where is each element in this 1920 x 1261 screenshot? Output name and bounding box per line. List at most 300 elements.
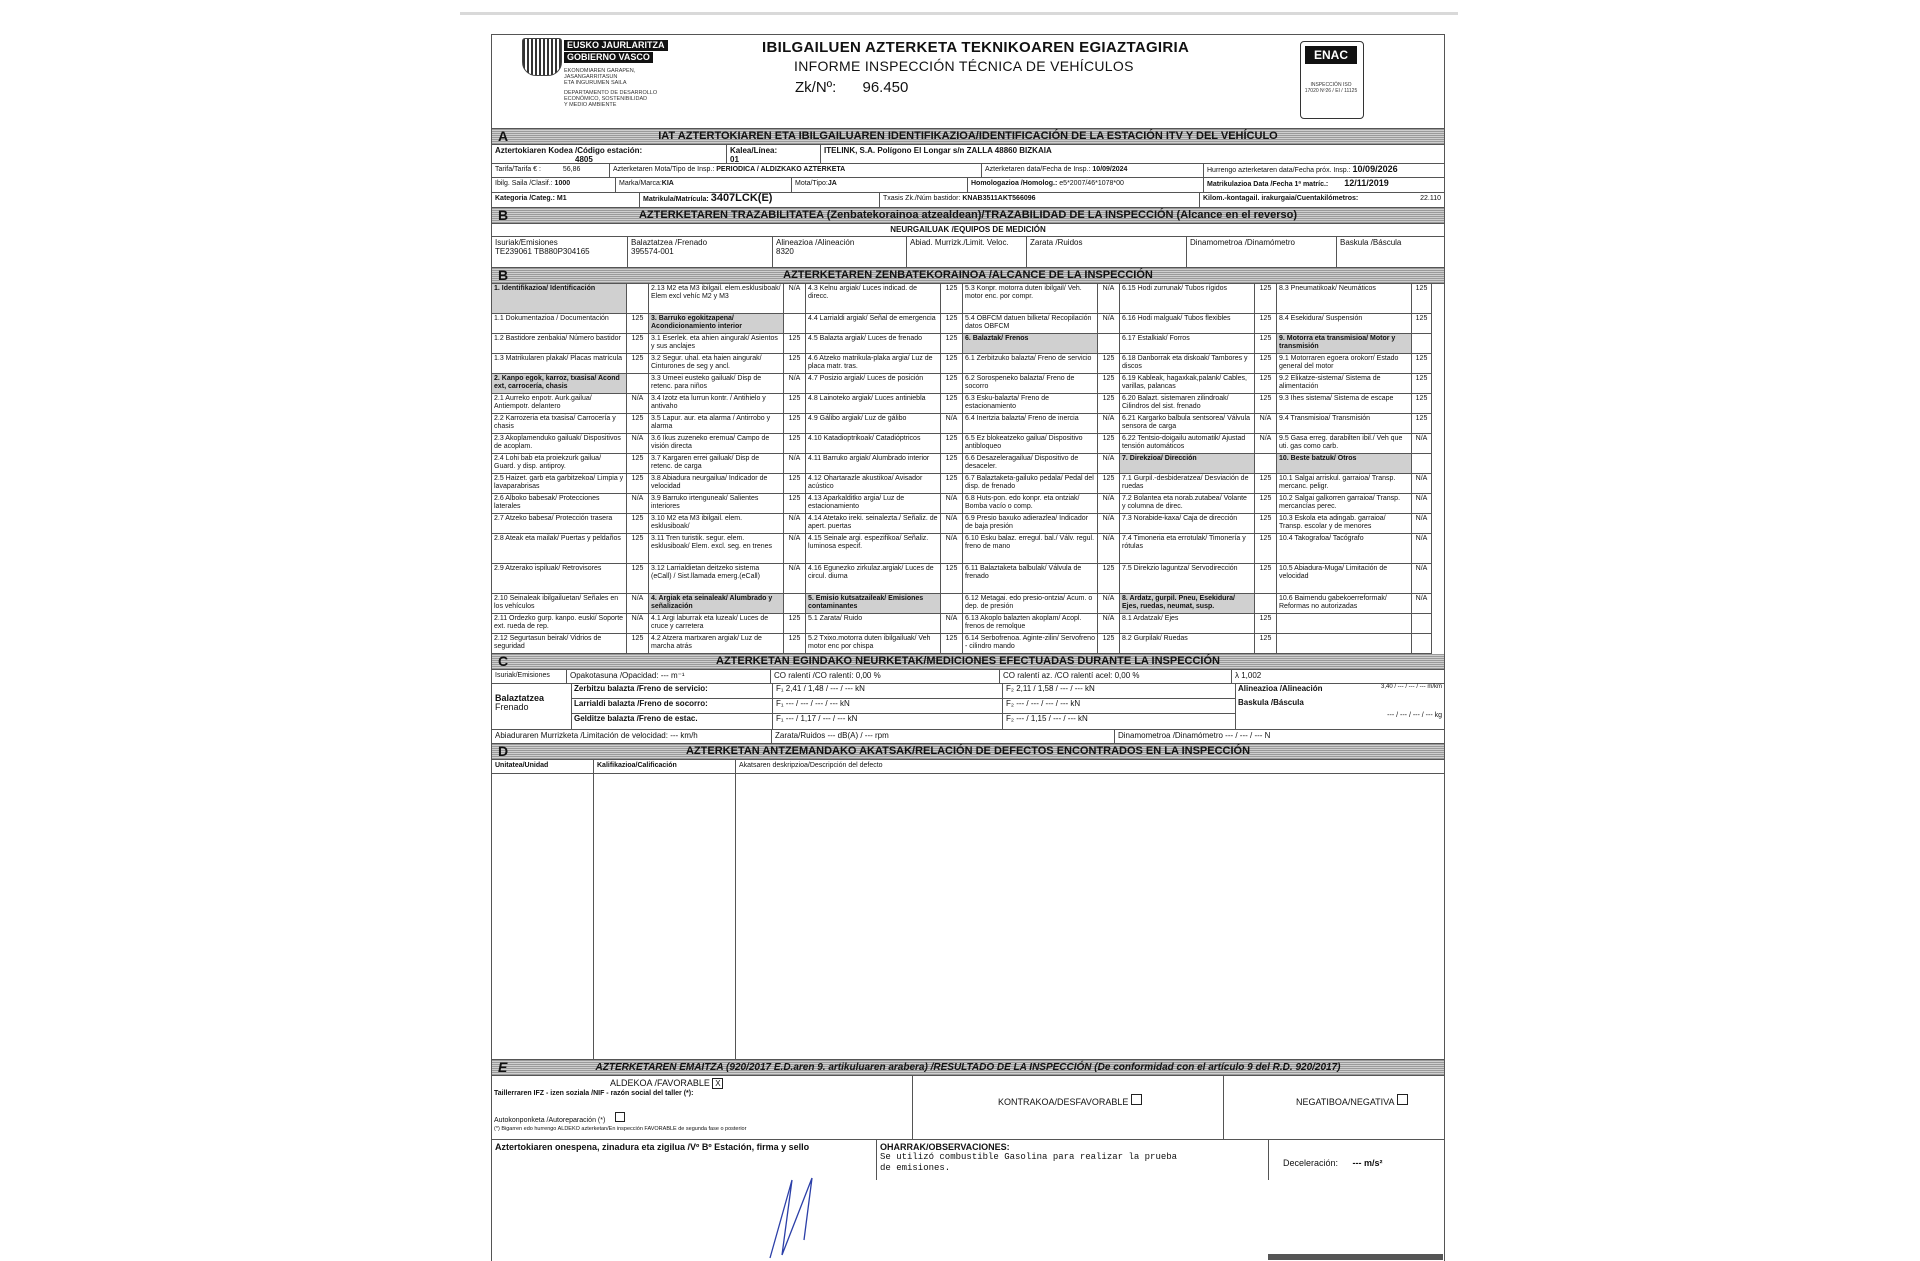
department-line: Y MEDIO AMBIENTE	[564, 102, 617, 108]
report-header	[492, 35, 1444, 129]
scope-item: 4.8 Lainoteko argiak/ Luces antiniebla	[806, 394, 941, 414]
scope-item: 10.5 Abiadura-Muga/ Limitación de velocidad	[1277, 564, 1412, 594]
department-line: JASANGARRITASUN	[564, 74, 618, 80]
scope-item: 10.4 Takografoa/ Tacógrafo	[1277, 534, 1412, 564]
section-d-header	[492, 744, 1444, 760]
scope-item: 9.3 Ihes sistema/ Sistema de escape	[1277, 394, 1412, 414]
negative-checkbox[interactable]	[1397, 1094, 1408, 1105]
scope-item: 4.12 Ohartarazle akustikoa/ Avisador acústico	[806, 474, 941, 494]
section-letter: A	[498, 128, 509, 144]
equip-dyno: Dinamometroa /Dinamómetro	[1187, 237, 1337, 267]
section-letter: B	[498, 267, 509, 283]
scope-item: 4.10 Katadioptrikoak/ Catadióptricos	[806, 434, 941, 454]
scope-result: N/A	[941, 614, 963, 634]
scope-result: N/A	[1412, 494, 1432, 514]
scope-item: 4.11 Barruko argiak/ Alumbrado interior	[806, 454, 941, 474]
equip-header: Balaztatzea /Frenado	[631, 238, 708, 247]
description-column	[736, 774, 1444, 1059]
emergency-f2: F₂ --- / --- / --- / --- kN	[1003, 699, 1235, 714]
scope-item: 7.5 Direkzio laguntzа/ Servodirección	[1120, 564, 1255, 594]
equipment-title: NEURGAILUAK /EQUIPOS DE MEDICIÓN	[492, 224, 1444, 237]
brakes-label	[492, 684, 572, 729]
scope-item: 6.4 Inertzia balazta/ Freno de inercia	[963, 414, 1098, 434]
scope-result: 125	[627, 564, 649, 594]
scope-result: 125	[627, 414, 649, 434]
negative-option	[1296, 1094, 1408, 1107]
brand-label: Marka/Marca:	[619, 180, 662, 187]
scope-item: 1. Identifikazioa/ Identificación	[492, 284, 627, 314]
section-letter: C	[498, 653, 509, 669]
brake-types	[572, 684, 773, 729]
scope-result: 125	[1255, 514, 1277, 534]
fee-value: 56,86	[562, 166, 581, 173]
scope-item: 2.10 Seinaleak ibilgailuetan/ Señales en los vehículos	[492, 594, 627, 614]
scope-item: 6.10 Esku balaz. erregul. bal./ Válv. regul. freno de mano	[963, 534, 1098, 564]
favorable-block	[492, 1076, 913, 1139]
line-label: Kalea/Línea:	[730, 146, 778, 155]
scope-item: 2.1 Aurreko enpotr. Aurk.gailua/ Antiempotr. delantero	[492, 394, 627, 414]
scope-item: 2.13 M2 eta M3 ibilgail. elem.esklusiboak/ Elem excl vehíc M2 y M3	[649, 284, 784, 314]
signature-row	[492, 1140, 1444, 1180]
scope-item: 8.1 Ardatzak/ Ejes	[1120, 614, 1255, 634]
section-e-header	[492, 1060, 1444, 1076]
scope-item: 6.7 Balaztaketa-gailuko pedala/ Pedal del disp. de frenado	[963, 474, 1098, 494]
vehicle-row	[492, 178, 1444, 193]
scope-result: 125	[1255, 614, 1277, 634]
scope-item: 6.14 Serbofrenoa. Aginte-zilin/ Servofreno - cilindro mando	[963, 634, 1098, 654]
scope-item: 3.10 M2 eta M3 ibilgail. elem. esklusiboak/	[649, 514, 784, 534]
scope-item: 6.12 Metagai. edo presio-ontzia/ Acum. o dep. de presión	[963, 594, 1098, 614]
section-title: AZTERKETAREN ZENBATEKORAINOA /ALCANCE DE LA INSPECCIÓN	[783, 269, 1153, 281]
scope-result: N/A	[1098, 494, 1120, 514]
department-line: ETA INGURUMEN SAILA	[564, 80, 627, 86]
scope-result: 125	[627, 514, 649, 534]
self-repair-checkbox[interactable]	[615, 1112, 625, 1122]
rating-column	[594, 774, 736, 1059]
scope-item: 4. Argiak eta seinaleak/ Alumbrado y señalización	[649, 594, 784, 614]
scope-result: N/A	[1412, 534, 1432, 564]
scope-result: 125	[1412, 354, 1432, 374]
enac-badge	[1300, 41, 1364, 119]
scope-item: 2.7 Atzeko babesa/ Protección trasera	[492, 514, 627, 534]
scope-result: 125	[941, 474, 963, 494]
report-number-value: 96.450	[862, 79, 909, 96]
scope-result: N/A	[941, 534, 963, 564]
scope-result: 125	[784, 634, 806, 654]
plate-row	[492, 193, 1444, 208]
scope-result	[627, 374, 649, 394]
parking-brake-label: Gelditze balazta /Freno de estac.	[574, 714, 698, 723]
speed-row	[492, 730, 1444, 744]
unfavorable-label: KONTRAKOA/DESFAVORABLE	[998, 1097, 1129, 1107]
scope-result: 125	[784, 414, 806, 434]
report-title: IBILGAILUEN AZTERKETA TEKNIKOAREN EGIAZTAGIRIA	[762, 39, 1190, 56]
inspection-report	[491, 34, 1445, 1261]
scope-result: N/A	[941, 414, 963, 434]
next-date-value: 10/09/2026	[1352, 164, 1398, 174]
defects-body	[492, 774, 1444, 1060]
scope-item: 5.3 Konpr. motorra duten ibilgail/ Veh. motor enc. por compr.	[963, 284, 1098, 314]
homolog-label: Homologazioa /Homolog.:	[971, 180, 1058, 187]
scope-result: N/A	[784, 284, 806, 314]
equip-alignment	[773, 237, 907, 267]
scale-label: Baskula /Báscula	[1238, 698, 1304, 707]
scope-result: 125	[1098, 374, 1120, 394]
scope-item: 10.3 Eskola eta adingab. garraioa/ Transp. escolar y de menores	[1277, 514, 1412, 534]
favorable-checkbox[interactable]: X	[712, 1078, 723, 1089]
scope-item: 6.9 Presio baxuko adierazlea/ Indicador de baja presión	[963, 514, 1098, 534]
scan-edge	[460, 12, 1458, 15]
scope-item: 5.1 Zarata/ Ruido	[806, 614, 941, 634]
scope-item: 3.11 Tren turistik. segur. elem. esklusiboak/ Elem. excl. seg. en trenes	[649, 534, 784, 564]
scope-result: N/A	[941, 494, 963, 514]
scope-item: 3.7 Kargaren errei gailuak/ Disp de retenc. de carga	[649, 454, 784, 474]
scope-item: 2.9 Atzerako ispiluak/ Retrovisores	[492, 564, 627, 594]
scope-result: 125	[1255, 354, 1277, 374]
scope-result: 125	[941, 394, 963, 414]
model-label: Mota/Tipo:	[795, 180, 828, 187]
type-label: Azterketaren Mota/Tipo de Insp.:	[613, 166, 715, 173]
scope-result: 125	[1098, 434, 1120, 454]
scope-result: 125	[1255, 314, 1277, 334]
scope-result: 125	[1412, 374, 1432, 394]
equip-emissions	[492, 237, 628, 267]
scope-item: 3.3 Umeei eusteko gailuak/ Disp de retenc. para niños	[649, 374, 784, 394]
homolog-value: e5*2007/46*1078*00	[1059, 180, 1124, 187]
scope-item: 4.15 Seinale argi. espezifikoa/ Señaliz. luminosa especif.	[806, 534, 941, 564]
scope-item: 4.16 Egunezko zirkulaz.argiak/ Luces de circul. diurna	[806, 564, 941, 594]
brake-f1	[773, 684, 1003, 729]
class-label: Ibilg. Saila /Clasif.:	[495, 180, 553, 187]
enac-accreditation: INSPECCIÓN ISO 17020 Nº26 / EI / 11125	[1304, 82, 1358, 94]
scope-result: 125	[1255, 374, 1277, 394]
scope-result: 125	[627, 314, 649, 334]
coat-of-arms-icon	[522, 38, 562, 76]
scope-item: 7.4 Timoneria eta errotulak/ Timonería y rótulas	[1120, 534, 1255, 564]
stamp-edge	[1268, 1254, 1443, 1260]
scope-item: 3.9 Barruko irtenguneak/ Salientes interiores	[649, 494, 784, 514]
brand-value: KIA	[661, 180, 674, 187]
category-label: Kategoria /Categ.:	[495, 195, 555, 202]
scope-item: 4.14 Atetako ireki. seinaleztа./ Señaliz. de apert. puertas	[806, 514, 941, 534]
scope-result: N/A	[627, 594, 649, 614]
class-value: 1000	[554, 180, 571, 187]
handwritten-signature-icon	[762, 1170, 822, 1260]
negative-label: NEGATIBOA/NEGATIVA	[1296, 1097, 1395, 1107]
defects-header-row	[492, 760, 1444, 774]
alignment-row	[1236, 684, 1444, 698]
fee-row	[492, 164, 1444, 178]
favorable-option	[610, 1078, 723, 1089]
scope-item: 4.3 Kelnu argiak/ Luces indicad. de direcc.	[806, 284, 941, 314]
equip-brakes	[628, 237, 773, 267]
scope-result: 125	[1255, 564, 1277, 594]
scope-item: 9.5 Gasa erreg. darabilten ibil./ Veh que uti. gas como carb.	[1277, 434, 1412, 454]
scope-result: N/A	[1412, 474, 1432, 494]
deceleration-label: Deceleración:	[1283, 1158, 1339, 1168]
equipment-table	[492, 237, 1444, 268]
parking-f1: F₁ --- / 1,17 / --- / --- kN	[776, 714, 858, 723]
self-repair-option	[494, 1112, 625, 1124]
scope-item: 4.7 Posizio argiak/ Luces de posición	[806, 374, 941, 394]
scope-result: 125	[1412, 284, 1432, 314]
observations-text: Se utilizó combustible Gasolina para realizar la prueba de emisiones.	[880, 1152, 1178, 1173]
scope-item	[1277, 614, 1412, 634]
scope-result: 125	[627, 334, 649, 354]
class-cell	[492, 178, 616, 192]
insp-date-cell	[982, 164, 1204, 177]
scope-result: 125	[1098, 394, 1120, 414]
scope-item: 1.3 Matrikularen plakak/ Placas matrícula	[492, 354, 627, 374]
scope-item: 7.3 Norabide-kaxa/ Caja de dirección	[1120, 514, 1255, 534]
unit-header: Unitatea/Unidad	[492, 760, 594, 773]
station-code-cell	[492, 145, 727, 163]
scope-item: 6. Balaztak/ Frenos	[963, 334, 1098, 354]
scope-result: N/A	[784, 534, 806, 564]
scope-item: 5.2 Txixo.motorra duten ibilgailuak/ Veh motor enc por chispa	[806, 634, 941, 654]
vin-cell	[880, 193, 1200, 207]
section-a-header	[492, 129, 1444, 145]
next-date-cell	[1204, 164, 1444, 177]
scope-result: 125	[784, 354, 806, 374]
scope-result: N/A	[1098, 594, 1120, 614]
scope-result: 125	[1255, 394, 1277, 414]
signature-label: Aztertokiaren onespena, zinadura eta zigilua /Vº Bº Estación, firma y sello	[495, 1142, 810, 1152]
scope-result: 125	[627, 454, 649, 474]
scope-item: 2.12 Segurtasun beirak/ Vidrios de seguridad	[492, 634, 627, 654]
report-number-label: Zk/Nº:	[795, 79, 837, 96]
scope-item: 10. Beste batzuk/ Otros	[1277, 454, 1412, 474]
scope-item: 6.2 Sorospeneko balazta/ Freno de socorro	[963, 374, 1098, 394]
scope-item: 4.1 Argi laburrak eta luzeak/ Luces de cruce y carretera	[649, 614, 784, 634]
opacity: Opakotasuna /Opacidad: --- m⁻¹	[567, 670, 771, 683]
scope-result	[1412, 454, 1432, 474]
noise: Zarata/Ruidos --- dB(A) / --- rpm	[772, 730, 1115, 743]
scope-result: 125	[1098, 474, 1120, 494]
scope-item: 6.15 Hodi zurrunak/ Tubos rígidos	[1120, 284, 1255, 314]
scope-result: 125	[1412, 394, 1432, 414]
scope-item	[1277, 634, 1412, 654]
brand-cell	[616, 178, 792, 192]
observations-block	[877, 1140, 1269, 1180]
department-line: ECONÓMICO, SOSTENIBILIDAD	[564, 96, 648, 102]
scope-result	[784, 314, 806, 334]
co-high: CO ralentí az. /CO ralentí acel: 0,00 %	[1000, 670, 1232, 683]
scope-item: 6.17 Estalkiak/ Forros	[1120, 334, 1255, 354]
scope-result: N/A	[784, 374, 806, 394]
government-logo	[522, 38, 712, 124]
scale-value: --- / --- / --- / --- kg	[1387, 712, 1442, 719]
equip-header: Alineazioa /Alineación	[776, 238, 855, 247]
rating-header: Kalifikazioa/Calificación	[594, 760, 736, 773]
scope-item: 6.19 Kableak, hagaxkak,palank/ Cables, varillas, palancas	[1120, 374, 1255, 394]
equip-value: 395574-001	[631, 247, 674, 256]
emergency-f1: F₁ --- / --- / --- / --- kN	[773, 699, 1002, 714]
scope-result: N/A	[784, 514, 806, 534]
alignment-value: 3,40 / --- / --- / --- m/km	[1381, 684, 1442, 690]
scope-item: 6.13 Akoplo balazten akoplam/ Acopl. frenos de remolque	[963, 614, 1098, 634]
scope-result	[941, 594, 963, 614]
scope-item: 6.5 Ez blokeatzeko gailua/ Dispositivo antibloqueo	[963, 434, 1098, 454]
logo-line-1: EUSKO JAURLARITZA	[564, 40, 668, 51]
report-subtitle: INFORME INSPECCIÓN TÉCNICA DE VEHÍCULOS	[794, 58, 1134, 74]
scope-item: 9. Motorra eta transmisioa/ Motor y transmisión	[1277, 334, 1412, 354]
equip-header: Isuriak/Emisiones	[495, 238, 558, 247]
scope-item: 2.3 Akoplamenduko gailuak/ Dispositivos de acoplam.	[492, 434, 627, 454]
scope-result: 125	[1098, 564, 1120, 594]
scope-result: 125	[1255, 284, 1277, 314]
scope-result: 125	[1412, 314, 1432, 334]
deceleration-block	[1269, 1140, 1444, 1180]
plate-label: Matrikula/Matrícula:	[643, 196, 709, 203]
station-name: ITELINK, S.A. Polígono El Longar s/n ZALLA 48860 BIZKAIA	[824, 146, 1052, 155]
scope-result: N/A	[1255, 434, 1277, 454]
scope-item: 3.5 Lapur. aur. eta alarma / Antirrobo y alarma	[649, 414, 784, 434]
scope-result: 125	[941, 374, 963, 394]
scope-result: 125	[1255, 334, 1277, 354]
scope-item: 3.12 Larrialdietan deitzeko sistema (eCall) / Sist.llamada emerg.(eCall)	[649, 564, 784, 594]
deceleration-value: --- m/s²	[1352, 1158, 1383, 1168]
section-b-traceability-header	[492, 208, 1444, 224]
scope-result: N/A	[627, 394, 649, 414]
scope-item: 6.3 Esku-balazta/ Freno de estacionamiento	[963, 394, 1098, 414]
scope-result: N/A	[1412, 564, 1432, 594]
section-letter: B	[498, 207, 509, 223]
scope-item: 3.2 Segur. uhal. eta haien aingurak/ Cinturones de seg y ancl.	[649, 354, 784, 374]
scope-item: 9.1 Motorraren egoera orokorr/ Estado general del motor	[1277, 354, 1412, 374]
equip-speed: Abiad. Murrizk./Limit. Veloc.	[907, 237, 1027, 267]
line-value: 01	[730, 155, 739, 163]
scope-result: 125	[1098, 634, 1120, 654]
scope-result	[784, 594, 806, 614]
scope-result: 125	[941, 284, 963, 314]
scope-item: 6.11 Balaztaketa balbulak/ Válvula de frenado	[963, 564, 1098, 594]
scope-result: N/A	[1412, 514, 1432, 534]
workshop-label: Taillerraren IFZ - izen soziala /NIF - razón social del taller (*):	[494, 1090, 694, 1097]
scope-item: 5. Emisio kutsatzaileak/ Emisiones contaminantes	[806, 594, 941, 614]
observations-label: OHARRAK/OBSERVACIONES:	[880, 1142, 1010, 1152]
unfavorable-option	[998, 1094, 1142, 1107]
section-title: AZTERKETAREN EMAITZA (920/2017 E.D.aren 9. artikuluaren arabera) /RESULTADO DE LA INSPECCIÓN (De conformidad con el artículo 9 del R.D. 920/2017)	[595, 1062, 1341, 1073]
scope-item: 2.8 Ateak eta mailak/ Puertas y peldaños	[492, 534, 627, 564]
scope-item: 6.18 Danborrak eta diskoak/ Tambores y discos	[1120, 354, 1255, 374]
reg-date-value: 12/11/2019	[1344, 178, 1389, 188]
scope-result: N/A	[627, 614, 649, 634]
section-c-header	[492, 654, 1444, 670]
service-f2: F₂ 2,11 / 1,58 / --- / --- kN	[1003, 684, 1235, 699]
next-date-label: Hurrengo azterketaren data/Fecha próx. Insp.:	[1207, 167, 1351, 174]
km-value: 22.110	[1420, 195, 1441, 202]
scope-result: 125	[1098, 354, 1120, 374]
scope-result: N/A	[1098, 614, 1120, 634]
scope-result: 125	[941, 314, 963, 334]
scope-item: 5.4 OBFCM datuen bilketa/ Recopilación datos OBFCM	[963, 314, 1098, 334]
scope-item: 7. Direkzioa/ Dirección	[1120, 454, 1255, 474]
scope-item: 9.4 Transmisioa/ Transmisión	[1277, 414, 1412, 434]
scope-item: 7.1 Gurpil.-desbideratzea/ Desviación de ruedas	[1120, 474, 1255, 494]
unfavorable-checkbox[interactable]	[1131, 1094, 1142, 1105]
scope-item: 2.2 Karrozeria eta txasisa/ Carrocería y chasis	[492, 414, 627, 434]
scope-item: 1.1 Dokumentazioa / Documentación	[492, 314, 627, 334]
scope-item: 6.16 Hodi malguak/ Tubos flexibles	[1120, 314, 1255, 334]
vin-value: KNAB3511AKT566096	[962, 195, 1036, 202]
scope-result	[627, 284, 649, 314]
service-brake-label: Zerbitzu balazta /Freno de servicio:	[572, 684, 772, 699]
scope-item: 3. Barruko egokitzapena/ Acondicionamiento interior	[649, 314, 784, 334]
scope-item: 6.21 Kargarko balbula sentsorea/ Válvula sensora de carga	[1120, 414, 1255, 434]
fee-label: Tarifa/Tarifa € :	[495, 166, 541, 173]
scope-item: 2.4 Lohi bab eta proiekzurk gailua/ Guard. y disp. antiproy.	[492, 454, 627, 474]
station-code-label: Aztertokiaren Kodea /Código estación:	[495, 146, 643, 155]
scope-result: 125	[941, 434, 963, 454]
scope-result: 125	[1412, 414, 1432, 434]
scope-result: 125	[941, 634, 963, 654]
service-f1: F₁ 2,41 / 1,48 / --- / --- kN	[773, 684, 1002, 699]
scope-item: 6.20 Balazt. sistemaren zilindroak/ Cilindros del sist. frenado	[1120, 394, 1255, 414]
alignment-label: Alineazioa /Alineación	[1238, 684, 1323, 693]
scope-item: 6.6 Desazeleragailua/ Dispositivo de desaceler.	[963, 454, 1098, 474]
model-value: JA	[827, 180, 837, 187]
scope-result	[1098, 334, 1120, 354]
line-cell	[727, 145, 821, 163]
scope-result: 125	[1255, 474, 1277, 494]
homolog-cell	[968, 178, 1204, 192]
station-row	[492, 145, 1444, 164]
type-value: PERIODICA / ALDIZKAKO AZTERKETA	[716, 166, 846, 173]
scope-result: 125	[1255, 534, 1277, 564]
brakes-label-eu: Balaztatzea	[495, 693, 545, 703]
scope-result: 125	[784, 334, 806, 354]
scope-result: N/A	[627, 434, 649, 454]
department-line: EKONOMIAREN GARAPEN,	[564, 68, 636, 74]
scope-item: 9.2 Elikatze-sistema/ Sistema de alimentación	[1277, 374, 1412, 394]
scope-item: 8. Ardatz, gurpil. Pneu, Esekidura/ Ejes, ruedas, neumat, susp.	[1120, 594, 1255, 614]
section-title: AZTERKETAN EGINDAKO NEURKETAK/MEDICIONES EFECTUADAS DURANTE LA INSPECCIÓN	[716, 655, 1220, 667]
section-title: AZTERKETAREN TRAZABILITATEA (Zenbatekorainoa atzealdean)/TRAZABILIDAD DE LA INSPECCIÓN (Alcance en el reverso)	[638, 209, 1298, 221]
scope-result: 125	[941, 564, 963, 594]
scope-result: N/A	[1098, 284, 1120, 314]
model-cell	[792, 178, 968, 192]
section-title: AZTERKETAN ANTZEMANDAKO AKATSAK/RELACIÓN DE DEFECTOS ENCONTRADOS EN LA INSPECCIÓN	[685, 745, 1251, 757]
scope-result: N/A	[1255, 414, 1277, 434]
scope-result: N/A	[627, 494, 649, 514]
scope-item: 8.3 Pneumatikoak/ Neumáticos	[1277, 284, 1412, 314]
scope-result: N/A	[941, 514, 963, 534]
scope-result: 125	[784, 394, 806, 414]
scope-result: 125	[627, 354, 649, 374]
plate-value: 3407LCK(E)	[710, 193, 773, 204]
favorable-label: ALDEKOA /FAVORABLE	[610, 1078, 710, 1088]
scope-item: 3.1 Eserlek. eta ahien aingurak/ Asientos y sus anclajes	[649, 334, 784, 354]
station-code: 4805	[575, 155, 593, 163]
scope-item: 4.4 Larrialdi argiak/ Señal de emergencia	[806, 314, 941, 334]
alignment-scale	[1236, 684, 1444, 729]
scope-item: 3.4 Izotz eta lurrun kontr. / Antihielo y antivaho	[649, 394, 784, 414]
scope-item: 3.6 Ikus zuzeneko eremua/ Campo de visión directa	[649, 434, 784, 454]
scope-item: 2.6 Alboko babesak/ Protecciones laterales	[492, 494, 627, 514]
scope-item: 4.5 Balazta argiak/ Luces de frenado	[806, 334, 941, 354]
emissions-row	[492, 670, 1444, 684]
category-cell	[492, 193, 640, 207]
scope-item: 10.2 Salgai galkorren garraioa/ Transp. mercancías perec.	[1277, 494, 1412, 514]
scope-item: 10.6 Baimendu gabekoerreformak/ Reformas no autorizadas	[1277, 594, 1412, 614]
vin-label: Txasis Zk./Núm bastidor:	[883, 195, 961, 202]
brake-f2	[1003, 684, 1236, 729]
report-number	[795, 79, 908, 96]
scope-result: N/A	[784, 564, 806, 594]
fee-cell	[492, 164, 610, 177]
scope-result: N/A	[1098, 414, 1120, 434]
